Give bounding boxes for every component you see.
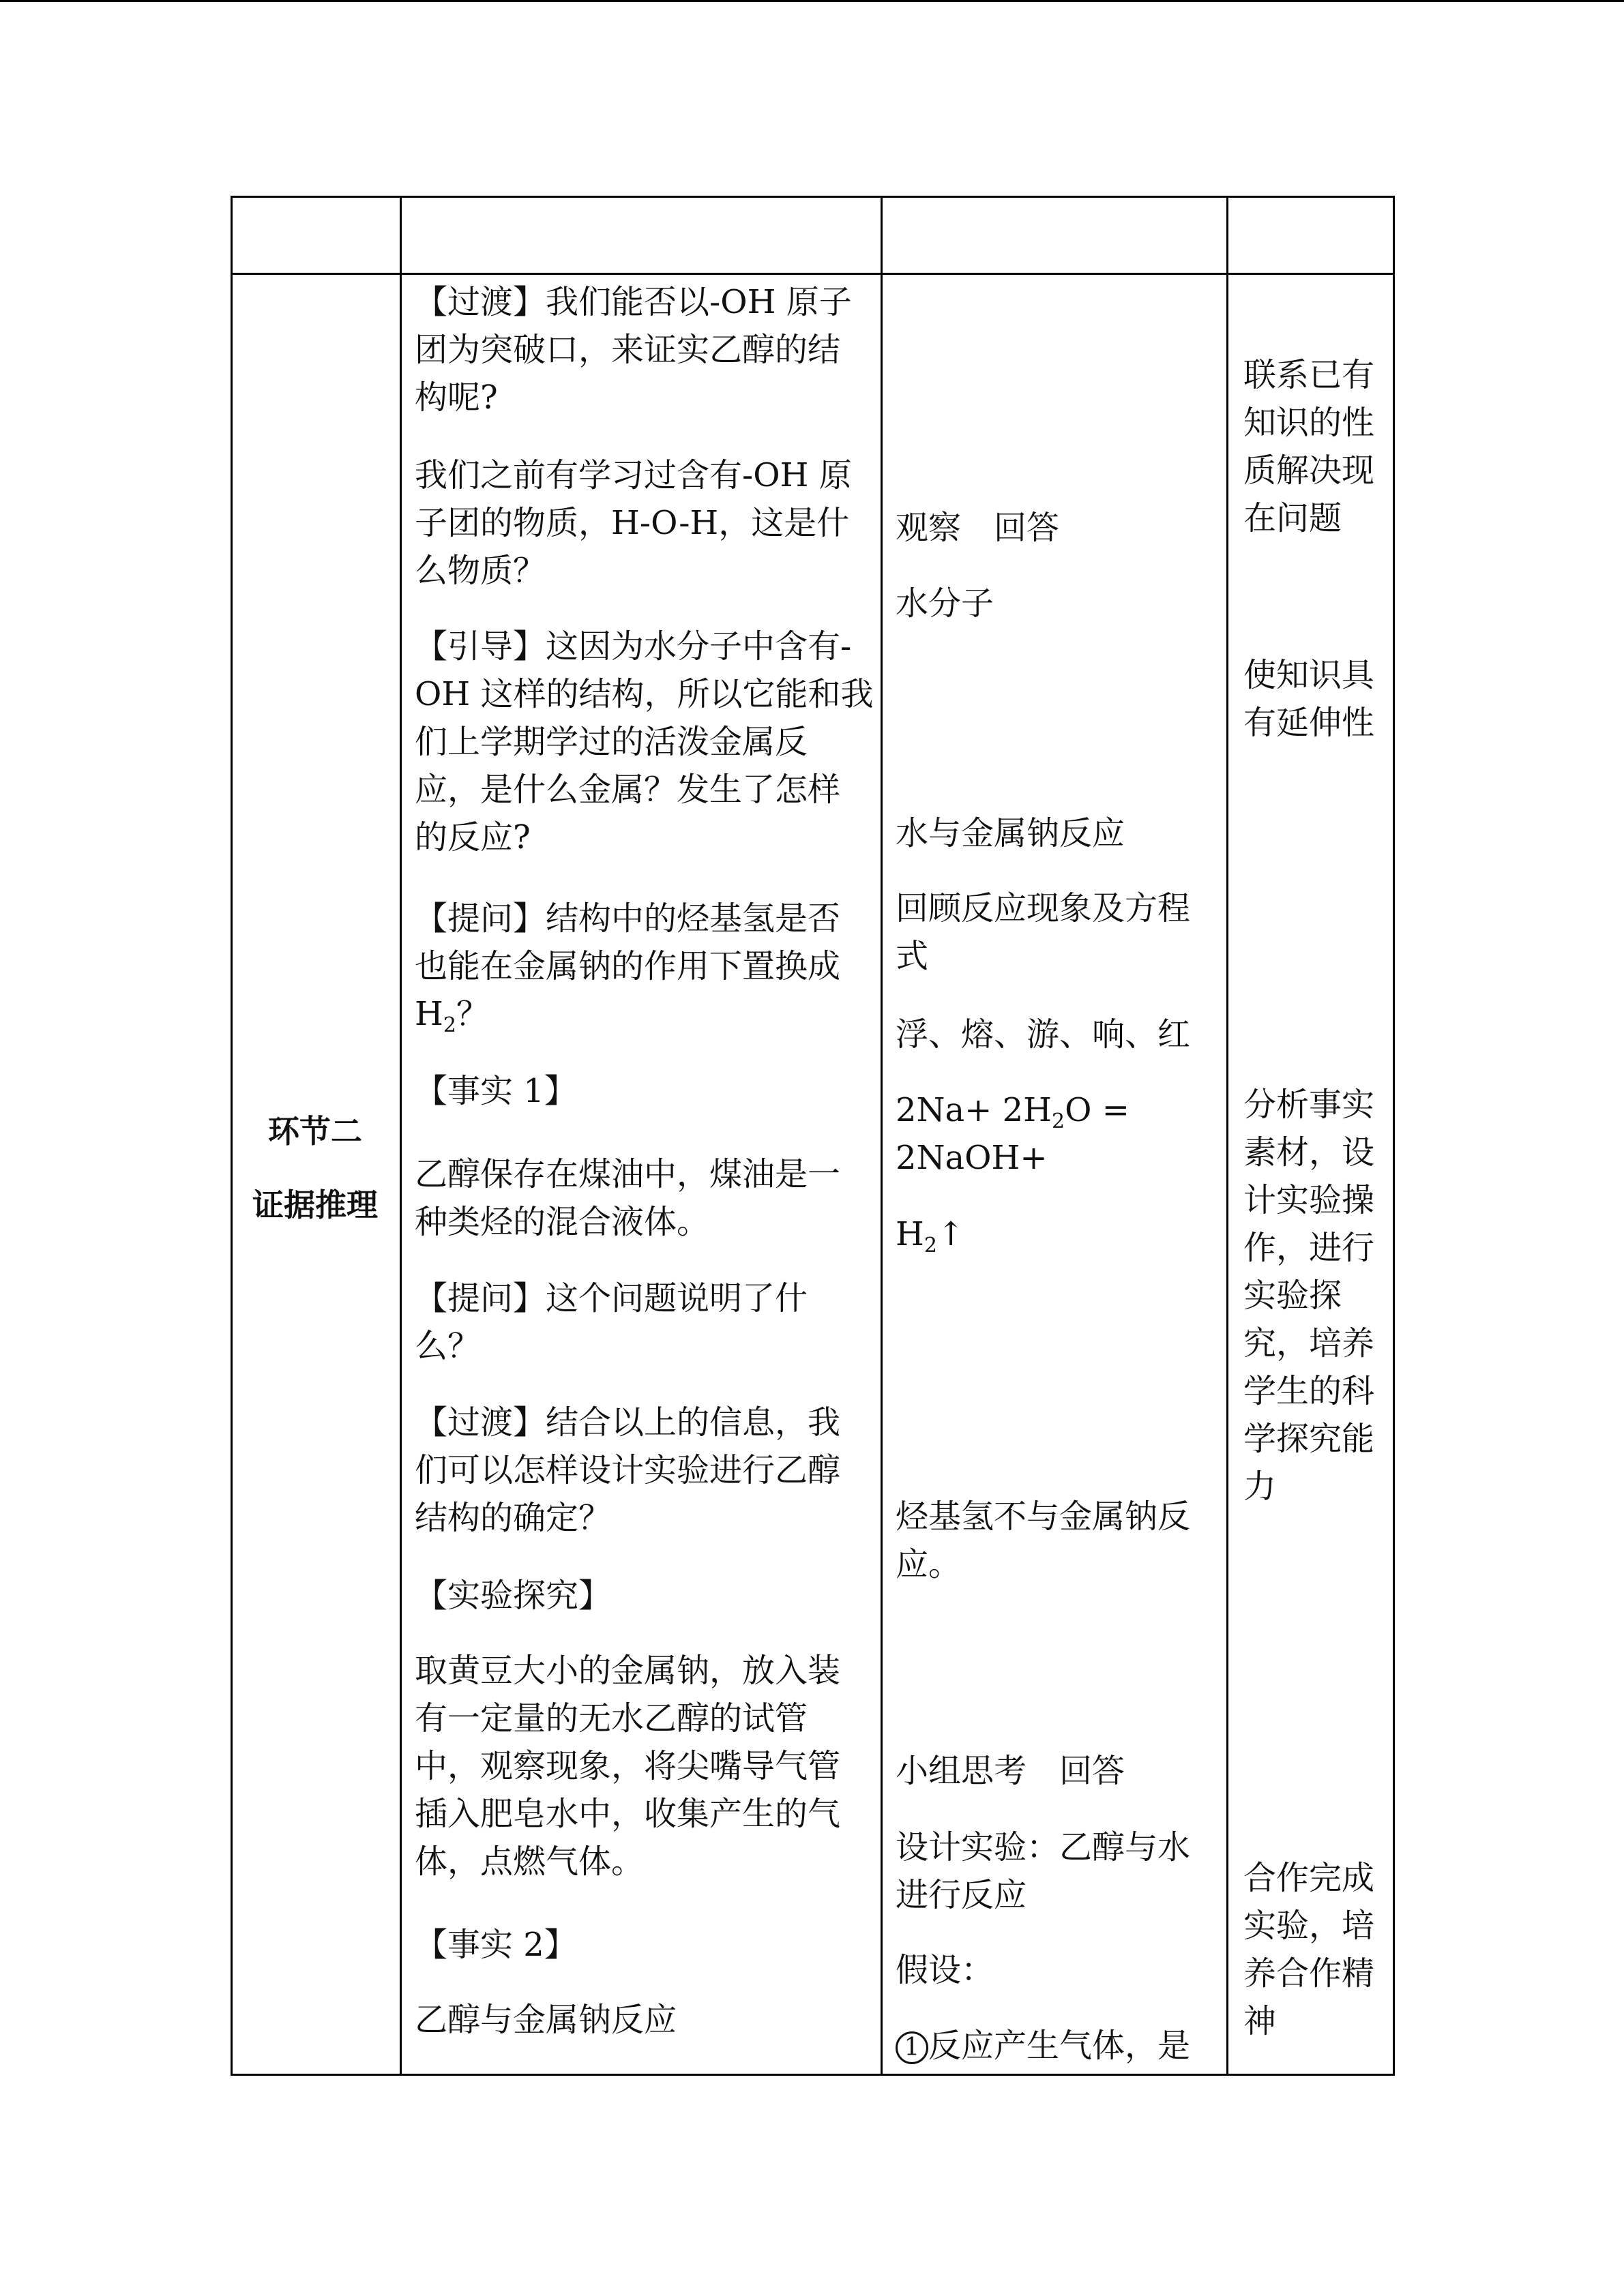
paragraph-question-1: [415, 895, 879, 1038]
text-line: 在问题: [1243, 499, 1342, 537]
text-line: 神: [1243, 2002, 1277, 2040]
text-line: 【事实 1】: [415, 1072, 577, 1110]
text-line: 质解决现: [1243, 451, 1375, 490]
text-line: 【提问】结构中的烃基氢是否: [415, 899, 841, 938]
text-line: 联系已有: [1243, 356, 1375, 394]
paragraph-water-question: [415, 451, 879, 595]
table-border-right: [1393, 196, 1395, 2076]
column-divider-3: [1226, 196, 1228, 2076]
text-line: 中，观察现象，将尖嘴导气管: [415, 1747, 841, 1785]
text-line: 进行反应: [896, 1876, 1027, 1914]
text-line: 养合作精: [1243, 1954, 1375, 1993]
text-line: 水与金属钠反应: [896, 814, 1125, 852]
text-line: 有延伸性: [1243, 704, 1375, 742]
student-equation: [896, 1086, 1223, 1258]
text-line: 取黄豆大小的金属钠，放入装: [415, 1652, 841, 1690]
student-group-think: [896, 1747, 1223, 1795]
text-line: 种类烃的混合液体。: [415, 1203, 710, 1241]
text-line: 【引导】这因为水分子中含有-: [415, 627, 852, 666]
page-top-border: [0, 0, 1624, 2]
equation-line-1: $2Na+ 2H_2O$ = 2NaOH+: [896, 1091, 1130, 1177]
student-activity-cell: [896, 196, 1223, 2074]
text-line-h2: $H_2$？: [415, 995, 489, 1037]
student-conclusion: [896, 1493, 1223, 1588]
paragraph-experiment-body: [415, 1647, 879, 1885]
text-line: 浮、熔、游、响、红: [896, 1015, 1191, 1054]
column-divider-1: [400, 196, 402, 2076]
text-line: 结构的确定？: [415, 1499, 612, 1537]
text-line: 分析事实: [1243, 1086, 1375, 1124]
stage-name: 环节二: [268, 1113, 362, 1150]
text-line: 【过渡】结合以上的信息，我: [415, 1403, 841, 1442]
text-line: 构呢?: [415, 378, 498, 417]
lesson-table: [231, 196, 1395, 2076]
text-line: 体，点燃气体。: [415, 1843, 645, 1881]
text-line: 团为突破口，来证实乙醇的结: [415, 331, 841, 369]
text-line: 学探究能: [1243, 1420, 1375, 1458]
student-hypothesis: [896, 1946, 1223, 1994]
text-line: 小组思考 回答: [896, 1752, 1125, 1790]
text-line: 的反应?: [415, 818, 531, 856]
text-line: 们上学期学过的活泼金属反: [415, 723, 808, 761]
student-phenomena: [896, 1011, 1223, 1058]
text-line: 使知识具: [1243, 656, 1375, 694]
text-line: 应。: [896, 1545, 962, 1583]
text-line: 子团的物质，H-O-H，这是什: [415, 504, 850, 542]
student-design: [896, 1823, 1223, 1919]
text-line: 【实验探究】: [415, 1577, 612, 1615]
text-line: 计实验操: [1243, 1181, 1375, 1219]
text-line: 1 反应产生气体，是: [896, 2022, 1223, 2070]
design-intent-cell: [1243, 196, 1390, 2074]
text-line: 素材，设: [1243, 1133, 1375, 1172]
intent-2: [1243, 651, 1390, 747]
stage-title: 证据推理: [252, 1187, 378, 1223]
student-reaction: [896, 809, 1223, 857]
circled-number-icon: 1: [896, 2031, 928, 2064]
text-line: 实验，培: [1243, 1907, 1375, 1945]
intent-1: [1243, 351, 1390, 542]
paragraph-fact-1-heading: [415, 1067, 879, 1115]
equation-line-2: $H_2↑$: [896, 1215, 965, 1257]
text-line: 【提问】这个问题说明了什: [415, 1279, 808, 1317]
text-line: 乙醇与金属钠反应: [415, 2001, 677, 2039]
student-hypothesis-1: [896, 2022, 1223, 2070]
intent-3: [1243, 1081, 1390, 1510]
text-line: 水分子: [896, 584, 994, 623]
paragraph-question-2: [415, 1274, 879, 1370]
paragraph-experiment-heading: [415, 1572, 879, 1620]
text-line: 力: [1243, 1467, 1277, 1506]
text-line: 合作完成: [1243, 1859, 1375, 1897]
text-line: OH 这样的结构，所以它能和我: [415, 675, 874, 713]
text-line: 【过渡】我们能否以-OH 原子: [415, 283, 852, 321]
text-line: 么物质？: [415, 552, 546, 590]
text-line: 们可以怎样设计实验进行乙醇: [415, 1451, 841, 1489]
paragraph-fact-2-heading: [415, 1921, 879, 1969]
text-line: 烃基氢不与金属钠反: [896, 1497, 1191, 1536]
text-line: 究，培养: [1243, 1324, 1375, 1362]
paragraph-guide: [415, 623, 879, 861]
column-divider-2: [881, 196, 883, 2076]
text-line: 有一定量的无水乙醇的试管: [415, 1699, 808, 1738]
teacher-activity-cell: [415, 196, 879, 2074]
student-observe: [896, 504, 1223, 552]
text-line: 乙醇保存在煤油中，煤油是一: [415, 1155, 841, 1193]
text-line: 【事实 2】: [415, 1926, 577, 1964]
paragraph-fact-1-body: [415, 1150, 879, 1246]
paragraph-fact-2-body: [415, 1996, 879, 2044]
student-review: [896, 884, 1223, 980]
text-line: 插入肥皂水中，收集产生的气: [415, 1795, 841, 1833]
text-line: 观察 回答: [896, 509, 1060, 547]
text-line: 也能在金属钠的作用下置换成: [415, 947, 841, 985]
text-line: 式: [896, 937, 929, 975]
text-line: 假设：: [896, 1951, 994, 1989]
text-line: 么？: [415, 1327, 481, 1365]
paragraph-transition-2: [415, 1399, 879, 1542]
text-line: 应，是什么金属？发生了怎样: [415, 771, 841, 809]
text-line: 设计实验：乙醇与水: [896, 1828, 1191, 1866]
student-water: [896, 580, 1223, 627]
paragraph-transition-1: [415, 278, 879, 421]
intent-4: [1243, 1854, 1390, 2045]
text-line: 实验探: [1243, 1277, 1342, 1315]
text-line: 我们之前有学习过含有-OH 原: [415, 456, 852, 494]
text-line: 知识的性: [1243, 404, 1375, 442]
stage-label: [231, 1094, 400, 1242]
table-border-bottom: [231, 2074, 1395, 2076]
text-line: 学生的科: [1243, 1372, 1375, 1410]
text-line: 回顾反应现象及方程: [896, 889, 1191, 927]
text-line: 作，进行: [1243, 1229, 1375, 1267]
